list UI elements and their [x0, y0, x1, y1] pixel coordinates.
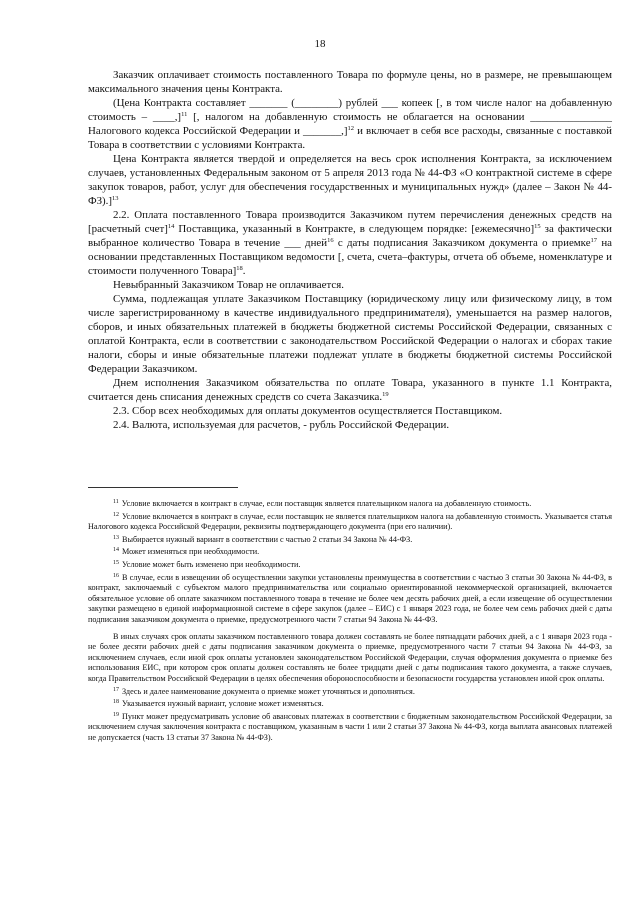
paragraph-text: (Цена Контракта составляет _______ (________) рублей ___ копеек [, в том числе налог на добавленную стоимость – ____,] [88, 97, 612, 123]
footnote-ref: 15 [534, 223, 541, 230]
body-paragraph [88, 208, 612, 278]
paragraph-text: Днем исполнения Заказчиком обязательства по оплате Товара, указанного в пункте 1.1 Контракта, считается день списания денежных средств со счета Заказчика. [88, 377, 612, 403]
body-paragraph [88, 278, 612, 292]
footnote [88, 533, 612, 546]
footnotes-section [88, 487, 612, 743]
paragraph-text: Невыбранный Заказчиком Товар не оплачивается. [113, 279, 344, 291]
body-paragraph [88, 152, 612, 208]
footnote-text: Условие может быть изменено при необходимости. [122, 559, 301, 569]
paragraph-text: Заказчик оплачивает стоимость поставленного Товара по формуле цены, но в размере, не превышающем максимального значения цены Контракта. [88, 69, 612, 95]
footnote-text: В иных случаях срок оплаты заказчиком поставленного товара должен составлять не более пятнадцати рабочих дней, а с 1 января 2023 года - не более десяти рабочих дней с даты подписания заказчиком документа о приемке, предусмотренного части 7 статьи 94 Закона № 44-ФЗ, за исключением случаев, если иной срок оплаты установлен законодательством Российской Федерации, случая оформления документа о приемке без использования ЕИС, при котором срок оплаты должен составлять не более тридцати дней с даты подписания такого документа, а также случаев, когда Правительством Российской Федерации в целях обеспечения обороноспособности и безопасности государства установлен иной срок оплаты. [88, 631, 612, 683]
footnote-number: 18 [113, 699, 119, 706]
footnote-number: 15 [113, 559, 119, 566]
footnote-ref: 17 [590, 237, 598, 244]
body-paragraph [88, 376, 612, 404]
paragraph-text: Сумма, подлежащая уплате Заказчиком Поставщику (юридическому лицу или физическому лицу, в том числе зарегистрированному в качестве индивидуального предпринимателя), уменьшается на размер налогов, сборов, и иных обязательных платежей в бюджеты бюджетной системы Российской Федерации, связанных с оплатой Контракта, если в соответствии с законодательством Российской Федерации о налогах и сборах такие налоги, сборы и иные обязательные платежи подлежат уплате в бюджеты бюджетной системы Российской Федерации Заказчиком. [88, 293, 612, 375]
footnote-text: В случае, если в извещении об осуществлении закупки установлены преимущества в соответствии с частью 3 статьи 30 Закона № 44-ФЗ, в контракт, заключаемый с субъектом малого предпринимательства или социально ориентированной некоммерческой организацией, включается обязательное условие об оплате заказчиком поставленного товара в течение не более чем десять рабочих дней, а если извещение об осуществлении закупки размещено в единой информационной системе в сфере закупок (далее – ЕИС) с 1 января 2023 года, не более чем семь рабочих дней с даты подписания заказчиком документа о приемке, предусмотренного части 7 статьи 94 Закона № 44-ФЗ. [88, 572, 612, 624]
footnote-ref: 16 [327, 237, 334, 244]
footnote-ref: 11 [181, 111, 188, 118]
paragraph-text: и включает в себя все расходы, связанные с поставкой Товара в соответствии с условиями Контракта. [88, 125, 613, 151]
footnote-text: Условие включается в контракт в случае, если поставщик является плательщиком налога на добавленную стоимость. [121, 499, 532, 508]
footnote-number: 11 [113, 499, 119, 505]
footnote-text: Пункт может предусматривать условие об авансовых платежах в соответствии с бюджетным законодательством Российской Федерации, за исключением случая заключения контракта с поставщиком, указанным в части 1 или 2 статьи 37 Закона № 44-ФЗ, когда выплата авансовых платежей не допускается (часть 13 статьи 37 Закона № 44-ФЗ). [88, 711, 612, 742]
paragraph-text: на основании представленных Поставщиком ведомости [, счета, счета–фактуры, отчета об объеме, номенклатуре и стоимости полученного Товара] [88, 237, 612, 277]
paragraph-text: 2.4. Валюта, используемая для расчетов, - рубль Российской Федерации. [113, 419, 450, 431]
paragraph-text: с даты подписания Заказчиком документа о приемке [333, 237, 591, 249]
body-paragraph [88, 96, 612, 152]
footnote-separator [88, 487, 238, 488]
footnote [88, 545, 612, 558]
paragraph-text: Поставщика, указанный в Контракте, в следующем порядке: [ежемесячно] [174, 223, 535, 235]
body-paragraph [88, 292, 612, 376]
paragraph-text: . [242, 265, 246, 277]
footnote-number: 19 [113, 711, 119, 718]
paragraph-text: 2.2. Оплата поставленного Товара производится Заказчиком путем перечисления денежных средств на [расчетный счет] [88, 209, 612, 235]
footnote-number: 13 [113, 534, 119, 541]
body-paragraph [88, 418, 612, 432]
paragraph-text: [, налогом на добавленную стоимость не облагается на основании _______________ Налогового кодекса Российской Федерации и _______,] [88, 111, 612, 137]
main-text [88, 68, 612, 432]
page-number: 18 [314, 38, 326, 50]
footnote-number: 14 [113, 547, 119, 554]
footnote [88, 632, 612, 685]
footnote-text: Указывается нужный вариант, условие может изменяться. [122, 699, 324, 709]
footnote-list [88, 497, 612, 743]
footnote-ref: 18 [236, 265, 243, 272]
footnote [88, 685, 612, 698]
footnote [88, 710, 612, 744]
paragraph-text: за фактически выбранное количество Товара в течение ___ дней [88, 223, 612, 249]
footnote [88, 571, 612, 626]
footnote [88, 558, 612, 571]
footnote-number: 17 [113, 686, 119, 693]
footnote [88, 510, 612, 533]
footnote-ref: 19 [382, 391, 389, 398]
footnote-ref: 12 [347, 125, 354, 132]
paragraph-text: 2.3. Сбор всех необходимых для оплаты документов осуществляется Поставщиком. [113, 405, 503, 417]
footnote-number: 12 [113, 511, 119, 518]
footnote [88, 697, 612, 710]
footnote-ref: 13 [112, 195, 119, 202]
footnote-text: Может изменяться при необходимости. [122, 547, 260, 557]
body-paragraph [88, 404, 612, 418]
footnote-text: Здесь и далее наименование документа о приемке может уточняться и дополняться. [122, 686, 415, 696]
footnote-text: Выбирается нужный вариант в соответствии с частью 2 статьи 34 Закона № 44-ФЗ. [122, 534, 413, 544]
footnote-ref: 14 [167, 223, 175, 230]
footnote-text: Условие включается в контракт в случае, если поставщик не является плательщиком налога на добавленную стоимость. Указывается статья Налогового кодекса Российской Федерации, реквизиты подтверждающего документа (при его наличии). [88, 511, 612, 532]
paragraph-text: Цена Контракта является твердой и определяется на весь срок исполнения Контракта, за исключением случаев, установленных Федеральным законом от 5 апреля 2013 года № 44-ФЗ «О контрактной системе в сфере закупок товаров, работ, услуг для обеспечения государственных и муниципальных нужд» (далее – Закон № 44-ФЗ).] [88, 153, 612, 207]
footnote [88, 497, 612, 510]
body-paragraph [88, 68, 612, 96]
footnote-number: 16 [113, 572, 119, 579]
